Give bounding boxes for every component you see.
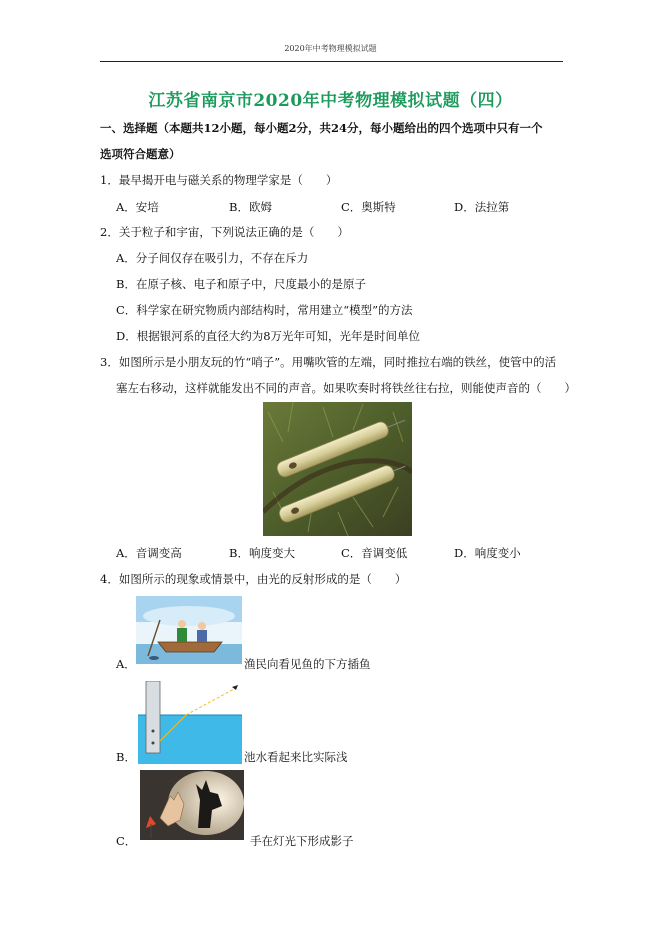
- pool-pole-refraction-image: [138, 681, 242, 764]
- page-header: 2020年中考物理模拟试题: [284, 44, 377, 53]
- q4-stem: 4．如图所示的现象或情景中，由光的反射形成的是（ ）: [100, 572, 407, 586]
- header-divider: [100, 61, 563, 62]
- q3-option-c: C．音调变低: [341, 546, 408, 560]
- q4-option-a-label: A．: [116, 657, 136, 671]
- q1-stem: 1．最早揭开电与磁关系的物理学家是（ ）: [100, 173, 338, 187]
- q3-option-a: A．音调变高: [116, 546, 182, 560]
- fisherman-spearing-image: [136, 596, 242, 664]
- q4-option-b-label: B．: [116, 750, 136, 764]
- q1-option-d: D．法拉第: [454, 200, 510, 214]
- q1-option-b: B．欧姆: [229, 200, 272, 214]
- q2-option-c: C．科学家在研究物质内部结构时，常用建立“模型”的方法: [116, 303, 413, 317]
- q3-stem-line2: 塞左右移动，这样就能发出不同的声音。如果吹奏时将铁丝往右拉，则能使声音的（ ）: [116, 381, 576, 395]
- section-heading-line2: 选项符合题意）: [100, 147, 181, 161]
- q3-stem-line1: 3．如图所示是小朋友玩的竹“哨子”。用嘴吹管的左端，同时推拉右端的铁丝，使管中的活: [100, 355, 557, 369]
- q4-option-b-text: 池水看起来比实际浅: [244, 750, 348, 764]
- q4-option-c-label: C．: [116, 834, 137, 848]
- q2-option-a: A．分子间仅存在吸引力，不存在斥力: [116, 251, 309, 265]
- section-heading-line1: 一、选择题（本题共12小题，每小题2分，共24分，每小题给出的四个选项中只有一个: [100, 121, 543, 135]
- q2-option-b: B．在原子核、电子和原子中，尺度最小的是原子: [116, 277, 366, 291]
- q1-option-c: C．奥斯特: [341, 200, 396, 214]
- q4-option-a-text: 渔民向看见鱼的下方插鱼: [244, 657, 371, 671]
- q3-option-b: B．响度变大: [229, 546, 295, 560]
- bamboo-whistle-photo: [263, 402, 412, 536]
- q2-option-d: D．根据银河系的直径大约为8万光年可知，光年是时间单位: [116, 329, 421, 343]
- q1-option-a: A．安培: [116, 200, 159, 214]
- q3-option-d: D．响度变小: [454, 546, 521, 560]
- exam-title: 江苏省南京市2020年中考物理模拟试题（四）: [148, 91, 513, 111]
- hand-shadow-image: [140, 770, 244, 840]
- q2-stem: 2．关于粒子和宇宙，下列说法正确的是（ ）: [100, 225, 349, 239]
- q4-option-c-text: 手在灯光下形成影子: [250, 834, 354, 848]
